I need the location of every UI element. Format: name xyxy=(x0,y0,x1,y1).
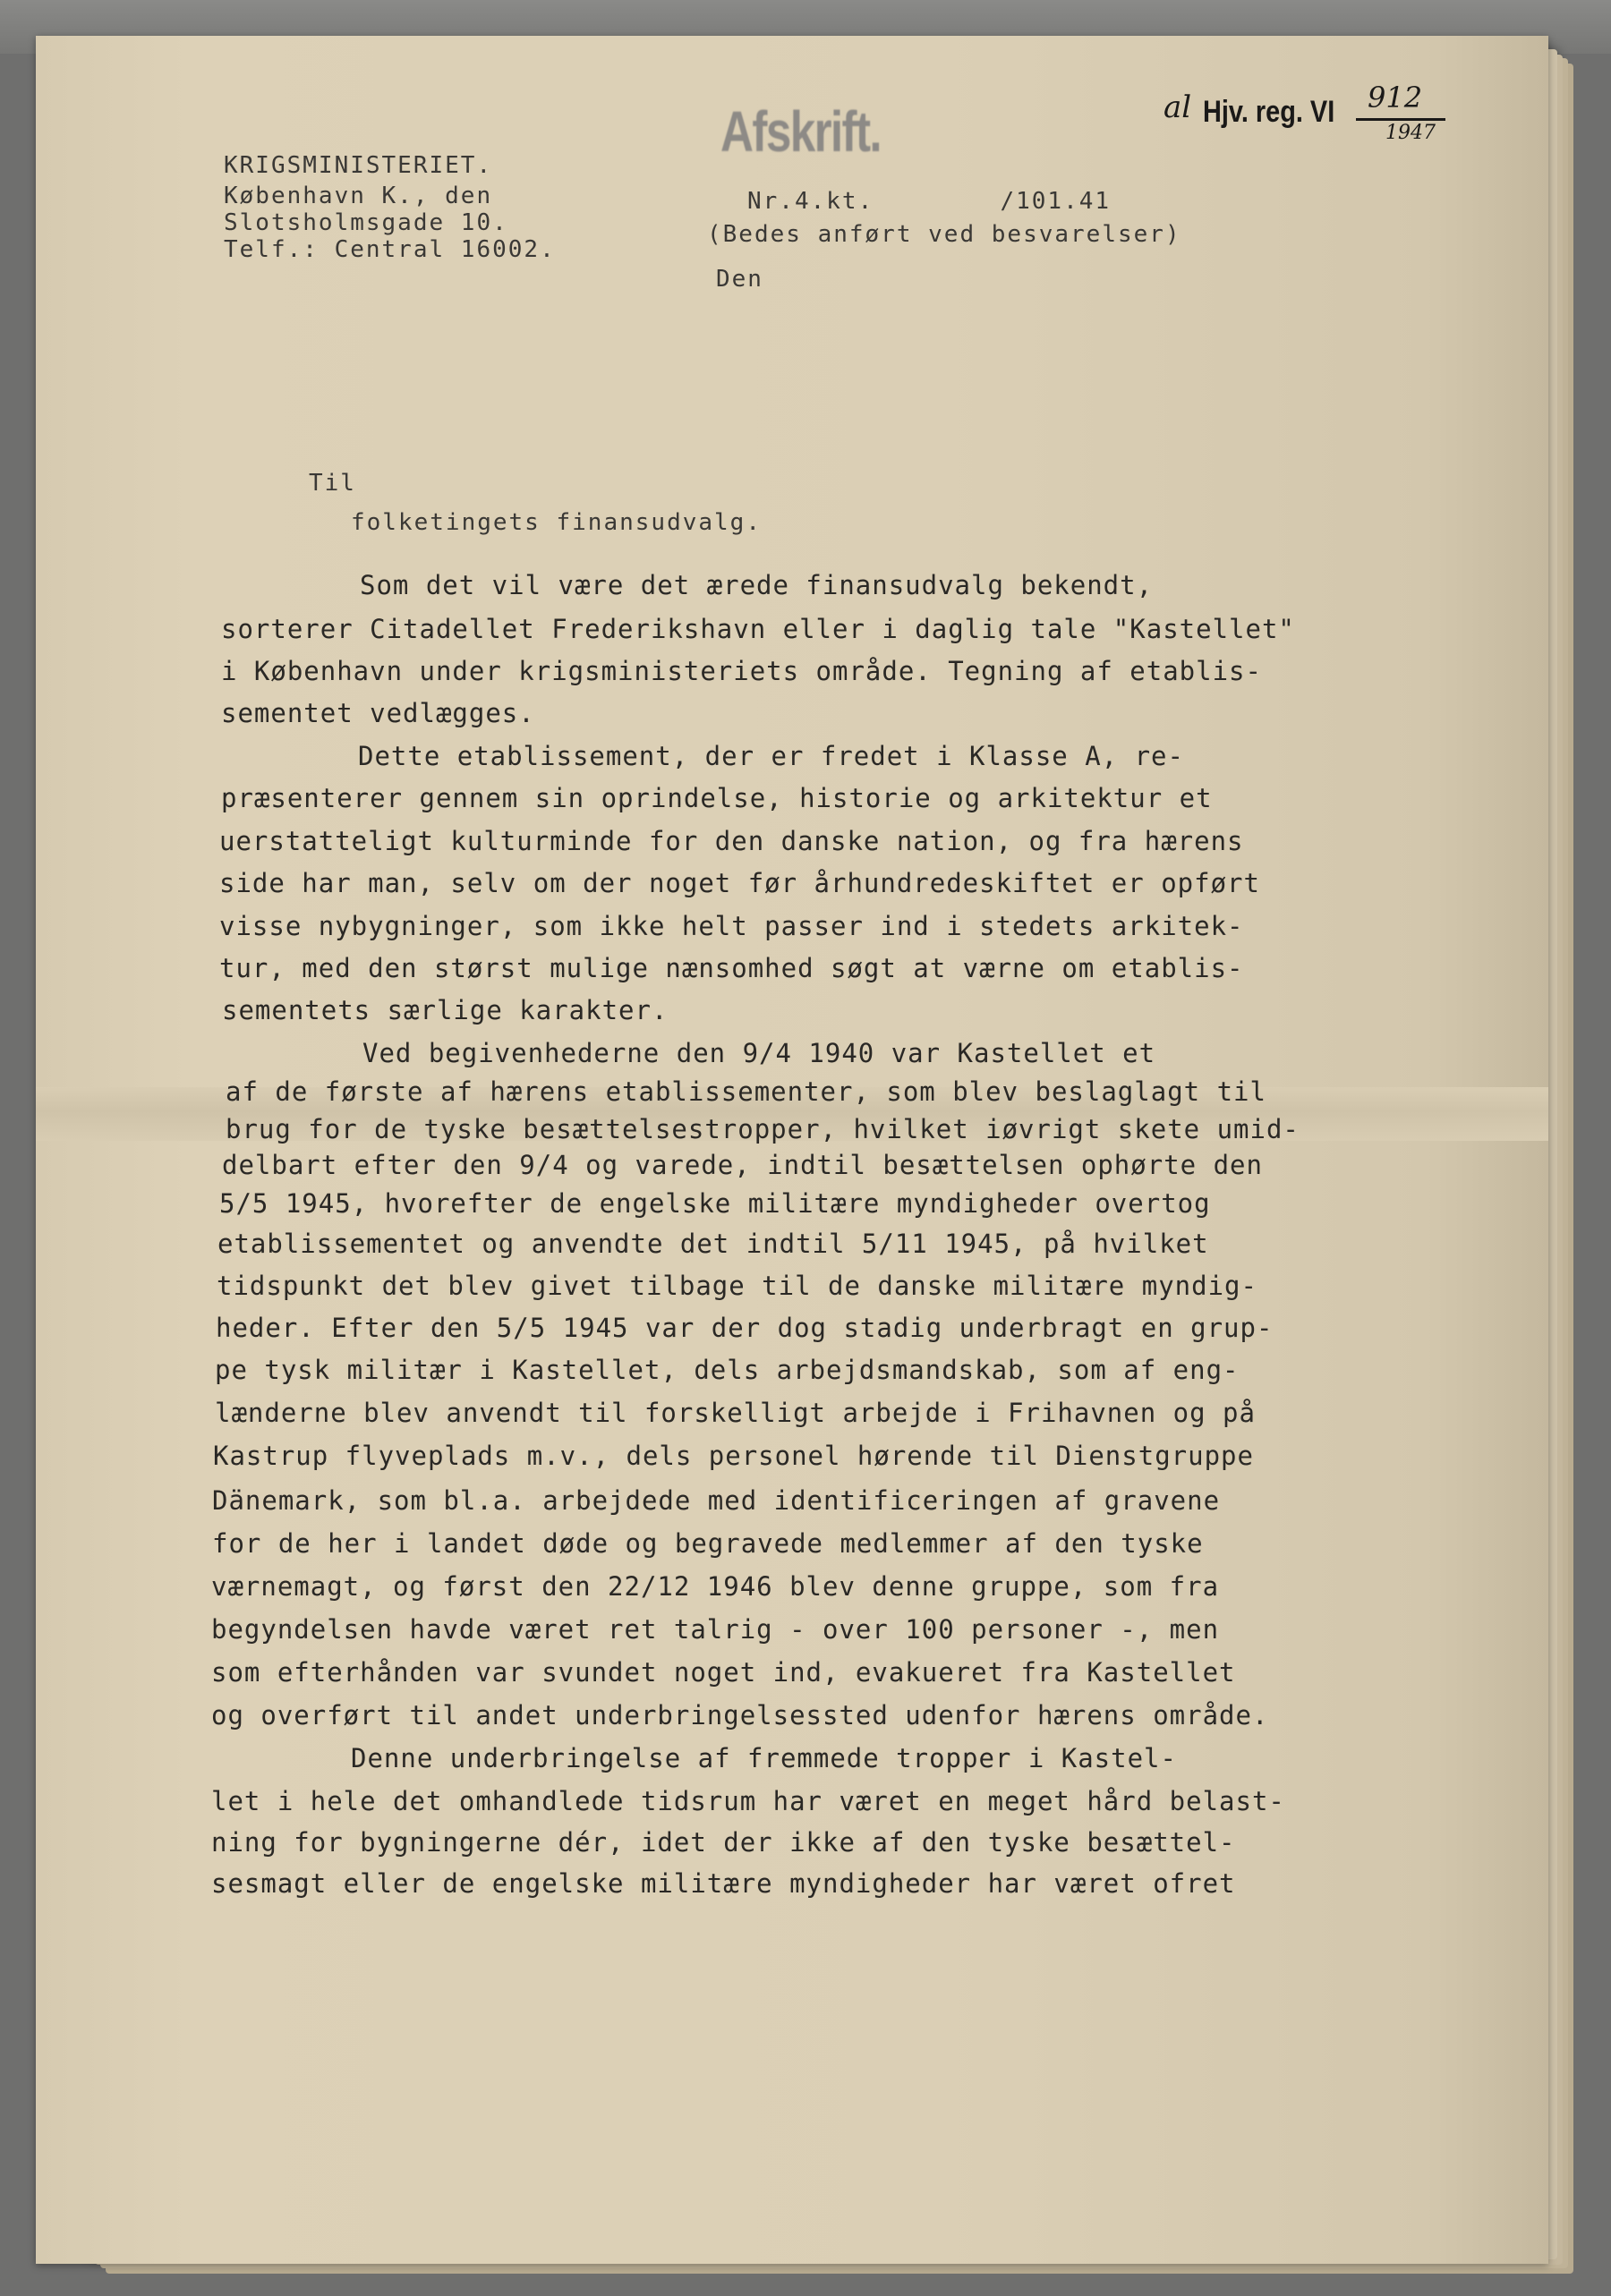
body-line: visse nybygninger, som ikke helt passer ind i stedets arkitek- xyxy=(219,911,1244,941)
address-line-2: Slotsholmsgade 10. xyxy=(224,209,508,236)
afskrift-stamp: Afskrift. xyxy=(720,99,882,164)
body-line: Dette etablissement, der er fredet i Klasse A, re- xyxy=(358,741,1184,771)
recipient-name: folketingets finansudvalg. xyxy=(351,509,762,536)
body-line: delbart efter den 9/4 og varede, indtil besættelsen ophørte den xyxy=(222,1150,1263,1180)
body-line: lænderne blev anvendt til forskelligt arbejde i Frihavnen og på xyxy=(215,1398,1256,1428)
body-line: sorterer Citadellet Frederikshavn eller i daglig tale "Kastellet" xyxy=(221,614,1295,644)
registration-year: 1947 xyxy=(1385,122,1436,144)
body-line: tidspunkt det blev givet tilbage til de danske militære myndig- xyxy=(217,1271,1257,1301)
body-line: side har man, selv om der noget før århundredeskiftet er opført xyxy=(219,868,1260,898)
registration-mark xyxy=(1164,81,1504,161)
body-line: Ved begivenhederne den 9/4 1940 var Kastellet et xyxy=(362,1038,1156,1068)
body-line: præsenterer gennem sin oprindelse, historie og arkitektur et xyxy=(221,783,1213,813)
body-line: i København under krigsministeriets område. Tegning af etablis- xyxy=(221,656,1262,686)
date-label: Den xyxy=(716,266,763,293)
body-line: pe tysk militær i Kastellet, dels arbejdsmandskab, som af eng- xyxy=(215,1355,1240,1385)
body-line: som efterhånden var svundet noget ind, evakueret fra Kastellet xyxy=(211,1657,1236,1688)
body-line: Dänemark, som bl.a. arbejdede med identificeringen af gravene xyxy=(212,1485,1221,1516)
body-line: værnemagt, og først den 22/12 1946 blev denne gruppe, som fra xyxy=(211,1571,1220,1602)
registration-rule xyxy=(1356,118,1445,121)
body-line: uerstatteligt kulturminde for den danske nation, og fra hærens xyxy=(219,826,1244,856)
body-line: for de her i landet døde og begravede medlemmer af den tyske xyxy=(212,1528,1204,1559)
body-line: Kastrup flyveplads m.v., dels personel hørende til Dienstgruppe xyxy=(213,1441,1254,1471)
registration-number: 912 xyxy=(1368,81,1423,115)
body-line: sementets særlige karakter. xyxy=(222,995,669,1025)
address-line-1: København K., den xyxy=(224,183,493,209)
registration-label: Hjv. reg. VI xyxy=(1203,95,1335,129)
body-line: brug for de tyske besættelsestropper, hvilket iøvrigt skete umid- xyxy=(226,1114,1300,1144)
registration-prefix: al xyxy=(1164,89,1192,125)
reference-note: (Bedes anført ved besvarelser) xyxy=(707,221,1181,248)
body-line: ning for bygningerne dér, idet der ikke af den tyske besættel- xyxy=(211,1827,1236,1858)
recipient-to: Til xyxy=(309,470,356,497)
ministry-name: KRIGSMINISTERIET. xyxy=(224,152,493,179)
body-line: etablissementet og anvendte det indtil 5/11 1945, på hvilket xyxy=(217,1229,1209,1259)
body-line: af de første af hærens etablissementer, som blev beslaglagt til xyxy=(226,1076,1266,1107)
body-line: sementet vedlægges. xyxy=(221,698,535,728)
body-line: Denne underbringelse af fremmede tropper i Kastel- xyxy=(351,1743,1177,1773)
body-line: sesmagt eller de engelske militære myndigheder har været ofret xyxy=(211,1868,1236,1899)
phone-line: Telf.: Central 16002. xyxy=(224,236,556,263)
body-line: 5/5 1945, hvorefter de engelske militære myndigheder overtog xyxy=(219,1188,1211,1219)
body-line: begyndelsen havde været ret talrig - over 100 personer -, men xyxy=(211,1614,1220,1645)
document-page xyxy=(36,36,1548,2264)
reference-number: Nr.4.kt. /101.41 xyxy=(747,188,1112,215)
body-line: let i hele det omhandlede tidsrum har været en meget hård belast- xyxy=(211,1786,1285,1816)
body-line: heder. Efter den 5/5 1945 var der dog stadig underbragt en grup- xyxy=(216,1313,1274,1343)
body-line: og overført til andet underbringelsessted udenfor hærens område. xyxy=(211,1700,1269,1731)
body-line: Som det vil være det ærede finansudvalg bekendt, xyxy=(360,570,1154,600)
body-line: tur, med den størst mulige nænsomhed søgt at værne om etablis- xyxy=(219,953,1244,983)
